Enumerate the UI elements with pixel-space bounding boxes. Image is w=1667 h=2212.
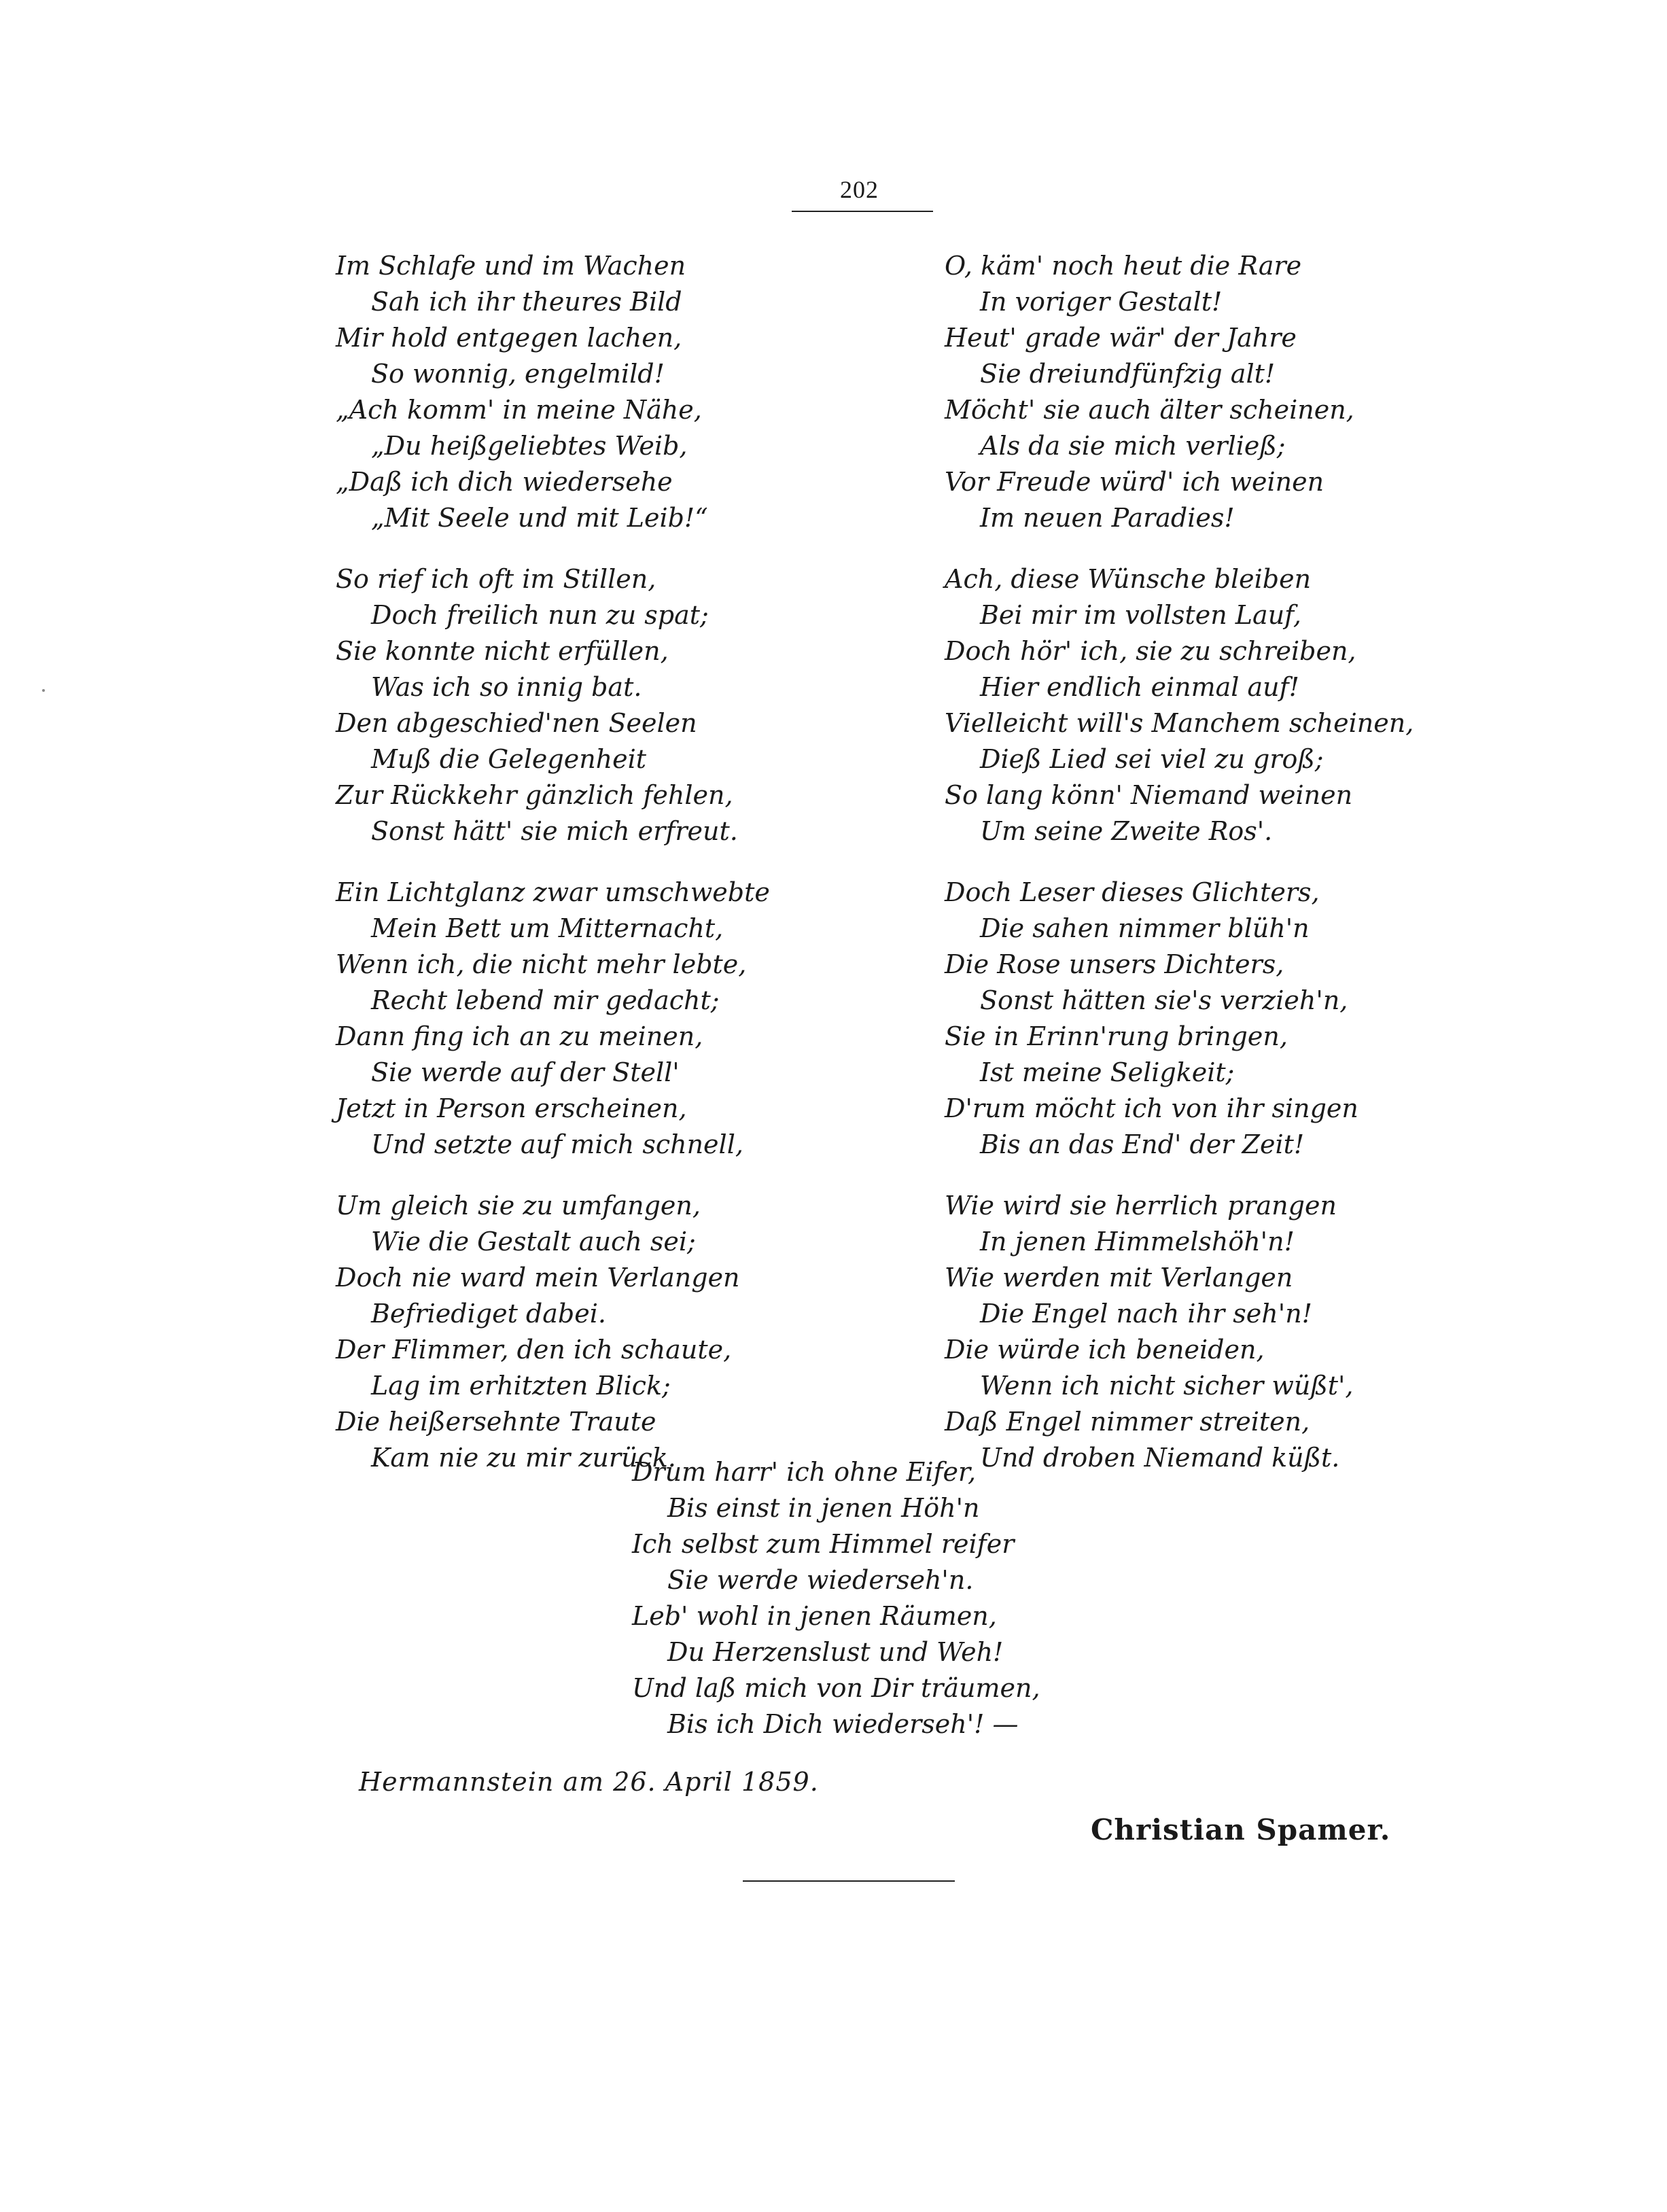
verse-line: Kam nie zu mir zurück. bbox=[371, 1443, 676, 1473]
verse-line: Möcht' sie auch älter scheinen, bbox=[945, 395, 1354, 425]
verse-line: Daß Engel nimmer streiten, bbox=[945, 1407, 1310, 1437]
verse-line: Die Rose unsers Dichters, bbox=[945, 949, 1284, 979]
verse-line: Der Flimmer, den ich schaute, bbox=[336, 1335, 732, 1365]
verse-line: „Ach komm' in meine Nähe, bbox=[336, 395, 702, 425]
verse-line: Jetzt in Person erscheinen, bbox=[336, 1093, 687, 1123]
verse-line: Mir hold entgegen lachen, bbox=[336, 323, 682, 353]
verse-line: Als da sie mich verließ; bbox=[980, 431, 1286, 461]
verse-line: Heut' grade wär' der Jahre bbox=[945, 323, 1297, 353]
verse-line: Doch freilich nun zu spat; bbox=[371, 600, 709, 630]
verse-line: Recht lebend mir gedacht; bbox=[371, 985, 720, 1015]
verse-line: Doch hör' ich, sie zu schreiben, bbox=[945, 636, 1356, 666]
verse-line: Du Herzenslust und Weh! bbox=[667, 1637, 1004, 1667]
verse-line: Sonst hätten sie's verzieh'n, bbox=[980, 985, 1348, 1015]
verse-line: Im Schlafe und im Wachen bbox=[336, 251, 686, 281]
verse-line: Wie die Gestalt auch sei; bbox=[371, 1227, 696, 1257]
verse-line: Ach, diese Wünsche bleiben bbox=[945, 564, 1312, 594]
stanza-left-1 bbox=[336, 248, 757, 536]
verse-line: „Mit Seele und mit Leib!“ bbox=[371, 503, 708, 533]
verse-line: D'rum möcht ich von ihr singen bbox=[945, 1093, 1358, 1123]
verse-line: Und setzte auf mich schnell, bbox=[371, 1129, 743, 1159]
verse-line: Sah ich ihr theures Bild bbox=[371, 287, 682, 317]
verse-line: Leb' wohl in jenen Räumen, bbox=[632, 1601, 997, 1631]
stanza-left-3 bbox=[336, 875, 770, 1163]
verse-line: Sie werde auf der Stell' bbox=[371, 1057, 680, 1087]
verse-line: Die würde ich beneiden, bbox=[945, 1335, 1265, 1365]
verse-line: Sie dreiundfünfzig alt! bbox=[980, 359, 1276, 389]
stanza-right-2 bbox=[945, 561, 1414, 849]
verse-line: Die sahen nimmer blüh'n bbox=[980, 913, 1310, 943]
stanza-right-1 bbox=[945, 248, 1366, 536]
stanza-left-2 bbox=[336, 561, 757, 849]
verse-line: Die heißersehnte Traute bbox=[336, 1407, 656, 1437]
verse-line: Wenn ich, die nicht mehr lebte, bbox=[336, 949, 747, 979]
verse-line: Bis an das End' der Zeit! bbox=[980, 1129, 1305, 1159]
stanza-right-3 bbox=[945, 875, 1366, 1163]
verse-line: Lag im erhitzten Blick; bbox=[371, 1371, 671, 1401]
verse-line: So wonnig, engelmild! bbox=[371, 359, 665, 389]
verse-line: Dann fing ich an zu meinen, bbox=[336, 1021, 703, 1051]
verse-line: So lang könn' Niemand weinen bbox=[945, 780, 1353, 810]
verse-line: Wenn ich nicht sicher wüßt', bbox=[980, 1371, 1354, 1401]
verse-line: Wie werden mit Verlangen bbox=[945, 1263, 1293, 1293]
verse-line: Hier endlich einmal auf! bbox=[980, 672, 1299, 702]
page-number: 202 bbox=[840, 176, 879, 203]
verse-line: Dieß Lied sei viel zu groß; bbox=[980, 744, 1324, 774]
verse-line: Vielleicht will's Manchem scheinen, bbox=[945, 708, 1414, 738]
verse-line: Mein Bett um Mitternacht, bbox=[371, 913, 724, 943]
verse-line: Muß die Gelegenheit bbox=[371, 744, 647, 774]
verse-line: Zur Rückkehr gänzlich fehlen, bbox=[336, 780, 733, 810]
header-rule bbox=[792, 211, 933, 212]
verse-line: Was ich so innig bat. bbox=[371, 672, 642, 702]
verse-line: Wie wird sie herrlich prangen bbox=[945, 1191, 1337, 1221]
left-column bbox=[336, 248, 770, 1501]
verse-line: Bis einst in jenen Höh'n bbox=[667, 1493, 980, 1523]
verse-line: Um seine Zweite Ros'. bbox=[980, 816, 1273, 846]
dateline: Hermannstein am 26. April 1859. bbox=[359, 1767, 819, 1797]
verse-line: „Du heißgeliebtes Weib, bbox=[371, 431, 688, 461]
verse-line: Und laß mich von Dir träumen, bbox=[632, 1673, 1040, 1703]
verse-line: So rief ich oft im Stillen, bbox=[336, 564, 656, 594]
verse-line: Bei mir im vollsten Lauf, bbox=[980, 600, 1301, 630]
verse-line: Sie konnte nicht erfüllen, bbox=[336, 636, 669, 666]
right-column bbox=[945, 248, 1414, 1501]
stanza-right-4 bbox=[945, 1188, 1366, 1476]
footer-rule bbox=[743, 1880, 955, 1882]
verse-line: Ein Lichtglanz zwar umschwebte bbox=[336, 877, 770, 907]
verse-line: Bis ich Dich wiederseh'! — bbox=[667, 1709, 1019, 1739]
verse-line: In jenen Himmelshöh'n! bbox=[980, 1227, 1295, 1257]
verse-line: Sie werde wiederseh'n. bbox=[667, 1565, 974, 1595]
verse-line: Sonst hätt' sie mich erfreut. bbox=[371, 816, 738, 846]
verse-line: O, käm' noch heut die Rare bbox=[945, 251, 1302, 281]
verse-line: Befriediget dabei. bbox=[371, 1299, 606, 1329]
verse-line: Sie in Erinn'rung bringen, bbox=[945, 1021, 1288, 1051]
verse-line: Und droben Niemand küßt. bbox=[980, 1443, 1340, 1473]
verse-line: Im neuen Paradies! bbox=[980, 503, 1235, 533]
verse-line: Ist meine Seligkeit; bbox=[980, 1057, 1235, 1087]
verse-line: In voriger Gestalt! bbox=[980, 287, 1223, 317]
final-stanza bbox=[632, 1454, 1108, 1742]
verse-line: Um gleich sie zu umfangen, bbox=[336, 1191, 701, 1221]
stanza-left-4 bbox=[336, 1188, 757, 1476]
verse-line: Vor Freude würd' ich weinen bbox=[945, 467, 1324, 497]
verse-line: Ich selbst zum Himmel reifer bbox=[632, 1529, 1015, 1559]
verse-line: Die Engel nach ihr seh'n! bbox=[980, 1299, 1312, 1329]
author-signature: Christian Spamer. bbox=[1091, 1813, 1391, 1846]
verse-line: „Daß ich dich wiedersehe bbox=[336, 467, 673, 497]
verse-line: Drum harr' ich ohne Eifer, bbox=[632, 1457, 977, 1487]
margin-speck bbox=[42, 689, 45, 692]
verse-line: Doch Leser dieses Glichters, bbox=[945, 877, 1320, 907]
verse-line: Doch nie ward mein Verlangen bbox=[336, 1263, 740, 1293]
verse-line: Den abgeschied'nen Seelen bbox=[336, 708, 697, 738]
